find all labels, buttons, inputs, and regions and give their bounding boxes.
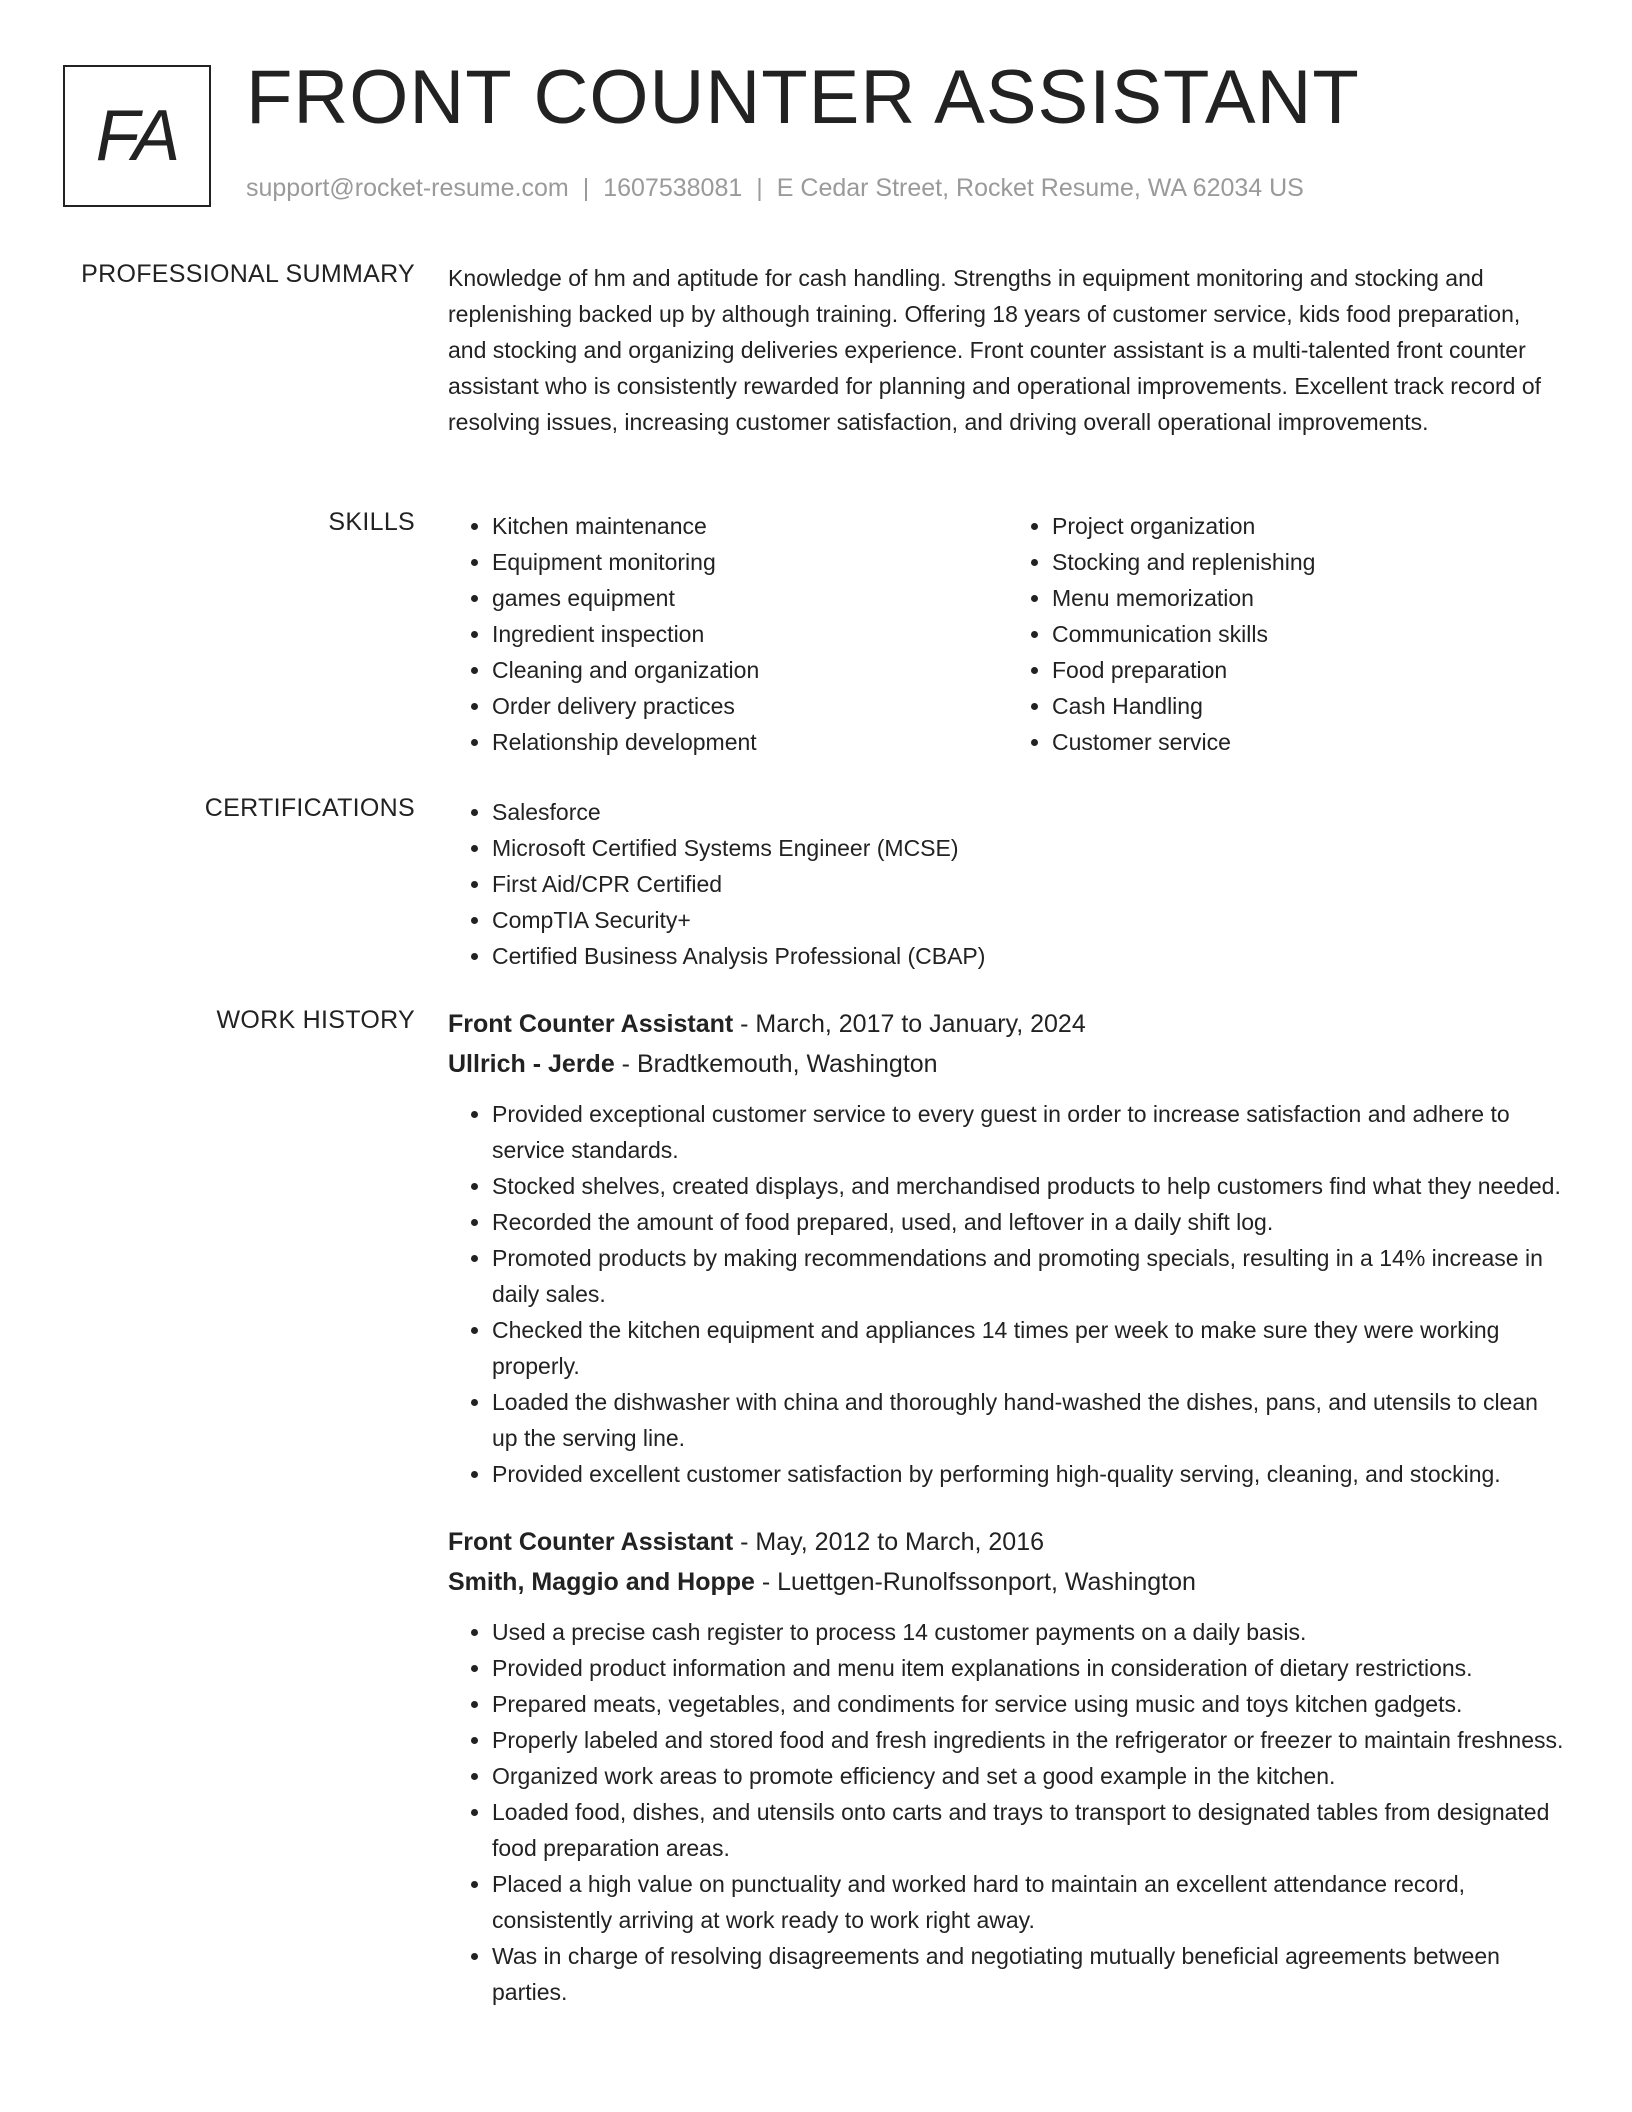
job-bullet: • Checked the kitchen equipment and appliances 14 times per week to make sure they were working properly. (492, 1312, 1568, 1384)
job-bullet: • Promoted products by making recommendations and promoting specials, resulting in a 14% increase in daily sales. (492, 1240, 1568, 1312)
job-location: - Bradtkemouth, Washington (614, 1050, 938, 1078)
job-role-line (448, 1522, 1568, 1562)
skill-item: • games equipment (492, 580, 1008, 616)
job-bullet: • Properly labeled and stored food and fresh ingredients in the refrigerator or freezer to maintain freshness. (492, 1722, 1568, 1758)
summary-text: Knowledge of hm and aptitude for cash handling. Strengths in equipment monitoring and stocking and replenishing backed up by although training. Offering 18 years of customer service, kids food preparation, and stocking and organizing deliveries experience. Front counter assistant is a multi-talented front counter assistant who is consistently rewarded for planning and operational improvements. Excellent track record of resolving issues, increasing customer satisfaction, and driving overall operational improvements. (448, 265, 1542, 435)
skill-item: • Customer service (1052, 724, 1568, 760)
contact-phone[interactable]: 1607538081 (603, 174, 743, 202)
job-dates: - May, 2012 to March, 2016 (733, 1528, 1045, 1556)
skill-item: • Project organization (1052, 508, 1568, 544)
summary-label: PROFESSIONAL SUMMARY (81, 260, 415, 288)
certification-item: • Salesforce (492, 794, 1568, 830)
job-bullet: • Loaded food, dishes, and utensils onto carts and trays to transport to designated tables from designated food preparation areas. (492, 1794, 1568, 1866)
contact-address: E Cedar Street, Rocket Resume, WA 62034 US (776, 174, 1304, 202)
skill-item: • Equipment monitoring (492, 544, 1008, 580)
job-bullet: • Placed a high value on punctuality and worked hard to maintain an excellent attendance record, consistently arriving at work ready to work right away. (492, 1866, 1568, 1938)
skill-item: • Communication skills (1052, 616, 1568, 652)
skill-item: • Food preparation (1052, 652, 1568, 688)
job-company: Smith, Maggio and Hoppe (448, 1568, 755, 1596)
monogram-logo: FA (63, 65, 211, 207)
job-bullet: • Stocked shelves, created displays, and merchandised products to help customers find what they needed. (492, 1168, 1568, 1204)
skill-item: • Cash Handling (1052, 688, 1568, 724)
job-bullet: • Prepared meats, vegetables, and condiments for service using music and toys kitchen gadgets. (492, 1686, 1568, 1722)
skill-item: • Ingredient inspection (492, 616, 1008, 652)
job-role-line (448, 1004, 1568, 1044)
job-entry (448, 1004, 1568, 1492)
skill-item: • Cleaning and organization (492, 652, 1008, 688)
job-bullets (448, 1096, 1568, 1492)
skill-item: • Stocking and replenishing (1052, 544, 1568, 580)
skills-list-right (1008, 508, 1568, 760)
page-title: FRONT COUNTER ASSISTANT (246, 55, 1360, 140)
certification-item: • Certified Business Analysis Professional (CBAP) (492, 938, 1568, 974)
skill-item: • Order delivery practices (492, 688, 1008, 724)
contact-separator: | (756, 174, 763, 202)
job-location: - Luettgen-Runolfssonport, Washington (754, 1568, 1196, 1596)
job-bullet: • Loaded the dishwasher with china and thoroughly hand-washed the dishes, pans, and utensils to clean up the serving line. (492, 1384, 1568, 1456)
skill-item: • Kitchen maintenance (492, 508, 1008, 544)
job-company-line (448, 1562, 1568, 1602)
certifications-body (448, 794, 1568, 974)
contact-separator: | (582, 174, 590, 202)
summary-body (448, 260, 1548, 440)
certifications-list (448, 794, 1568, 974)
skills-list-left (448, 508, 1008, 760)
skill-item: • Menu memorization (1052, 580, 1568, 616)
job-company: Ullrich - Jerde (448, 1050, 615, 1078)
job-bullet: • Provided product information and menu item explanations in consideration of dietary restrictions. (492, 1650, 1568, 1686)
job-bullets (448, 1614, 1568, 2010)
job-bullet: • Was in charge of resolving disagreements and negotiating mutually beneficial agreements between parties. (492, 1938, 1568, 2010)
certification-item: • First Aid/CPR Certified (492, 866, 1568, 902)
skill-item: • Relationship development (492, 724, 1008, 760)
certifications-label: CERTIFICATIONS (204, 794, 415, 822)
job-bullet: • Provided excellent customer satisfaction by performing high-quality serving, cleaning, and stocking. (492, 1456, 1568, 1492)
job-bullet: • Provided exceptional customer service to every guest in order to increase satisfaction and adhere to service standards. (492, 1096, 1568, 1168)
job-entry (448, 1522, 1568, 2010)
work-history-body (448, 1004, 1568, 2010)
certification-item: • Microsoft Certified Systems Engineer (MCSE) (492, 830, 1568, 866)
job-company-line (448, 1044, 1568, 1084)
skills-body (448, 508, 1568, 760)
skills-label: SKILLS (328, 508, 415, 536)
job-bullet: • Organized work areas to promote efficiency and set a good example in the kitchen. (492, 1758, 1568, 1794)
contact-line (246, 174, 1304, 203)
contact-email[interactable]: support@rocket-resume.com (246, 174, 569, 202)
job-bullet: • Recorded the amount of food prepared, used, and leftover in a daily shift log. (492, 1204, 1568, 1240)
job-dates: - March, 2017 to January, 2024 (733, 1010, 1086, 1038)
certification-item: • CompTIA Security+ (492, 902, 1568, 938)
work-history-label: WORK HISTORY (216, 1006, 415, 1034)
job-bullet: • Used a precise cash register to process 14 customer payments on a daily basis. (492, 1614, 1568, 1650)
job-role: Front Counter Assistant (448, 1528, 734, 1556)
job-role: Front Counter Assistant (448, 1010, 734, 1038)
